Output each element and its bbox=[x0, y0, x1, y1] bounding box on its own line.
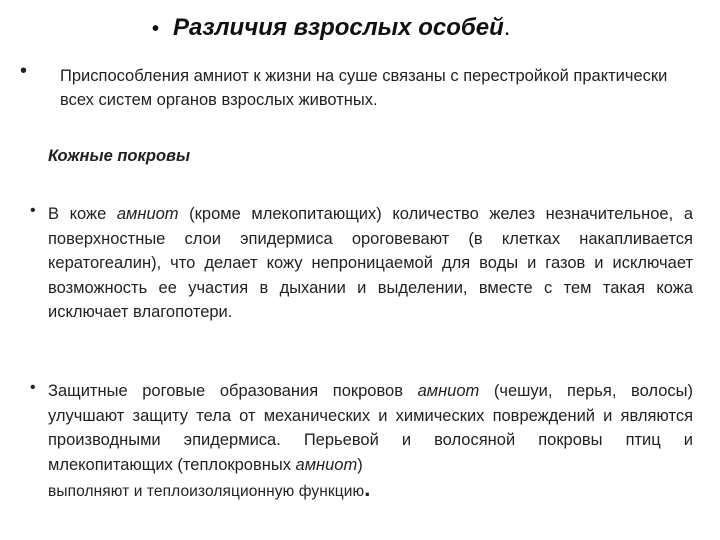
para1-bullet: • bbox=[30, 202, 36, 219]
intro-text bbox=[60, 64, 700, 112]
para2-term-2: амниот bbox=[295, 455, 358, 474]
para2-bullet: • bbox=[30, 379, 36, 396]
title-period: . bbox=[503, 14, 511, 41]
slide-title bbox=[152, 14, 510, 42]
para1-text-a: В коже bbox=[48, 205, 117, 223]
intro-sentence: Приспособления амниот к жизни на суше связаны с перестройкой практически всех систем органов взрослых животных. bbox=[60, 67, 668, 109]
para2-term-1: амниот bbox=[417, 382, 480, 400]
intro-bullet: • bbox=[20, 60, 28, 82]
para2-last-line: выполняют и теплоизоляционную функцию bbox=[48, 483, 365, 500]
paragraph-skin bbox=[48, 202, 693, 325]
para2-text-c: ) bbox=[357, 455, 363, 474]
para2-period: . bbox=[364, 476, 371, 501]
section-heading: Кожные покровы bbox=[48, 147, 191, 165]
title-bullet: • bbox=[152, 18, 160, 40]
title-text: Различия взрослых особей bbox=[173, 14, 504, 41]
para2-text-b: (чешуи, перья, волосы) улучшают защиту тела от механических и химических повреждений и являются производными эпидермиса. Перьевой и волосяной покровы птиц и млекопитающих (теплокровных bbox=[48, 382, 693, 474]
para1-text-b: (кроме млекопитающих) количество желез незначительное, а поверхностные слои эпидермиса ороговевают (в клетках накапливается кератогеалин), что делает кожу непроницаемой для воды и газов и исключает возможность ее участия в дыхании и выделении, вместе с тем такая кожа исключает влагопотери. bbox=[48, 205, 693, 321]
para1-term: амниот bbox=[116, 205, 179, 223]
paragraph-derivatives bbox=[48, 379, 693, 505]
para2-text-a: Защитные роговые образования покровов bbox=[48, 382, 418, 400]
